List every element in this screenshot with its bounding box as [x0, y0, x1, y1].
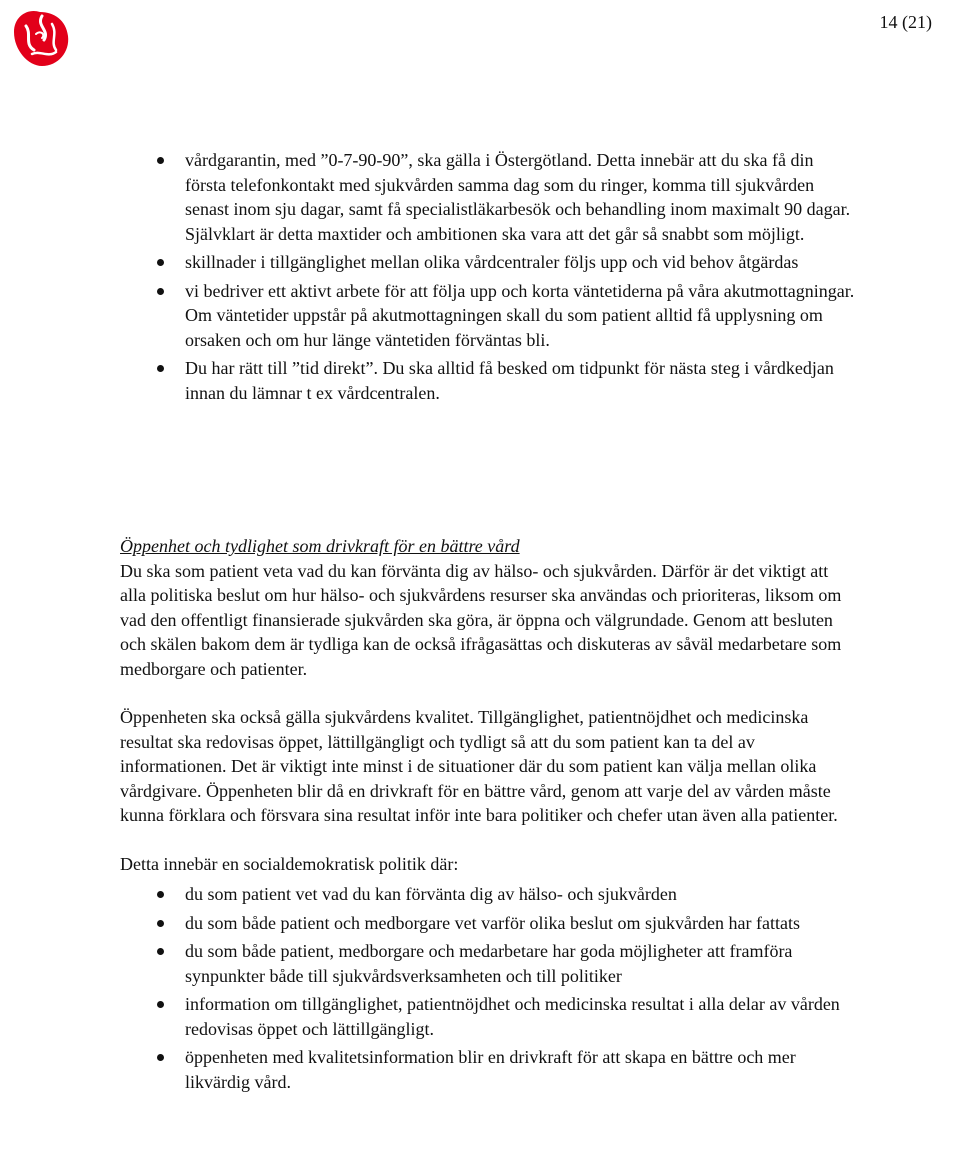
page-number: 14 (21)	[879, 12, 932, 32]
section-heading: Öppenhet och tydlighet som drivkraft för en bättre vård	[120, 536, 520, 556]
list-item: Du har rätt till ”tid direkt”. Du ska alltid få besked om tidpunkt för nästa steg i vårdkedjan innan du lämnar t ex vårdcentralen.	[120, 356, 855, 405]
paragraph: Du ska som patient veta vad du kan förvänta dig av hälso- och sjukvården. Därför är det viktigt att alla politiska beslut om hur hälso- och sjukvårdens resurser ska användas och prioriteras, liksom om vad den offentligt finansierade sjukvården ska göra, är öppna och välgrundade. Genom att besluten och skälen bakom dem är tydliga kan de också ifrågasättas och diskuteras av såväl medarbetare som medborgare och patienter.	[120, 560, 842, 679]
list-item: du som både patient och medborgare vet varför olika beslut om sjukvården har fattats	[120, 911, 855, 936]
list-item: skillnader i tillgänglighet mellan olika vårdcentraler följs upp och vid behov åtgärdas	[120, 250, 855, 275]
policy-list	[120, 882, 855, 1094]
requirements-list	[120, 148, 855, 409]
paragraph: Öppenheten ska också gälla sjukvårdens kvalitet. Tillgänglighet, patientnöjdhet och medicinska resultat ska redovisas öppet, lättillgängligt och tydligt så att du som patient kan ta del av informationen. Det är viktigt inte minst i de situationer där du som patient kan välja mellan olika vårdgivare. Öppenheten blir då en drivkraft för en bättre vård, genom att varje del av vården måste kunna förklara och försvara sina resultat inför inte bara politiker och chefer utan även alla patienter.	[120, 707, 838, 825]
list-item: information om tillgänglighet, patientnöjdhet och medicinska resultat i alla delar av vården redovisas öppet och lättillgängligt.	[120, 992, 855, 1041]
list-intro: Detta innebär en socialdemokratisk politik där:	[120, 853, 459, 874]
list-item: öppenheten med kvalitetsinformation blir en drivkraft för att skapa en bättre och mer likvärdig vård.	[120, 1045, 855, 1094]
rose-logo	[14, 11, 68, 66]
list-item: du som patient vet vad du kan förvänta dig av hälso- och sjukvården	[120, 882, 855, 907]
list-item: vårdgarantin, med ”0-7-90-90”, ska gälla i Östergötland. Detta innebär att du ska få din första telefonkontakt med sjukvården samma dag som du ringer, komma till sjukvården senast inom sju dagar, samt få specialistläkarbesök och behandling inom maximalt 90 dagar. Självklart är detta maxtider och ambitionen ska vara att det går så snabbt som möjligt.	[120, 148, 855, 246]
list-item: vi bedriver ett aktivt arbete för att följa upp och korta väntetiderna på våra akutmottagningar. Om väntetider uppstår på akutmottagningen skall du som patient alltid få upplysning om orsaken och om hur länge väntetiden förväntas bli.	[120, 279, 855, 353]
list-item: du som både patient, medborgare och medarbetare har goda möjligheter att framföra synpunkter både till sjukvårdsverksamheten och till politiker	[120, 939, 855, 988]
section-openness	[120, 534, 855, 1098]
rose-logo-icon	[6, 4, 74, 72]
